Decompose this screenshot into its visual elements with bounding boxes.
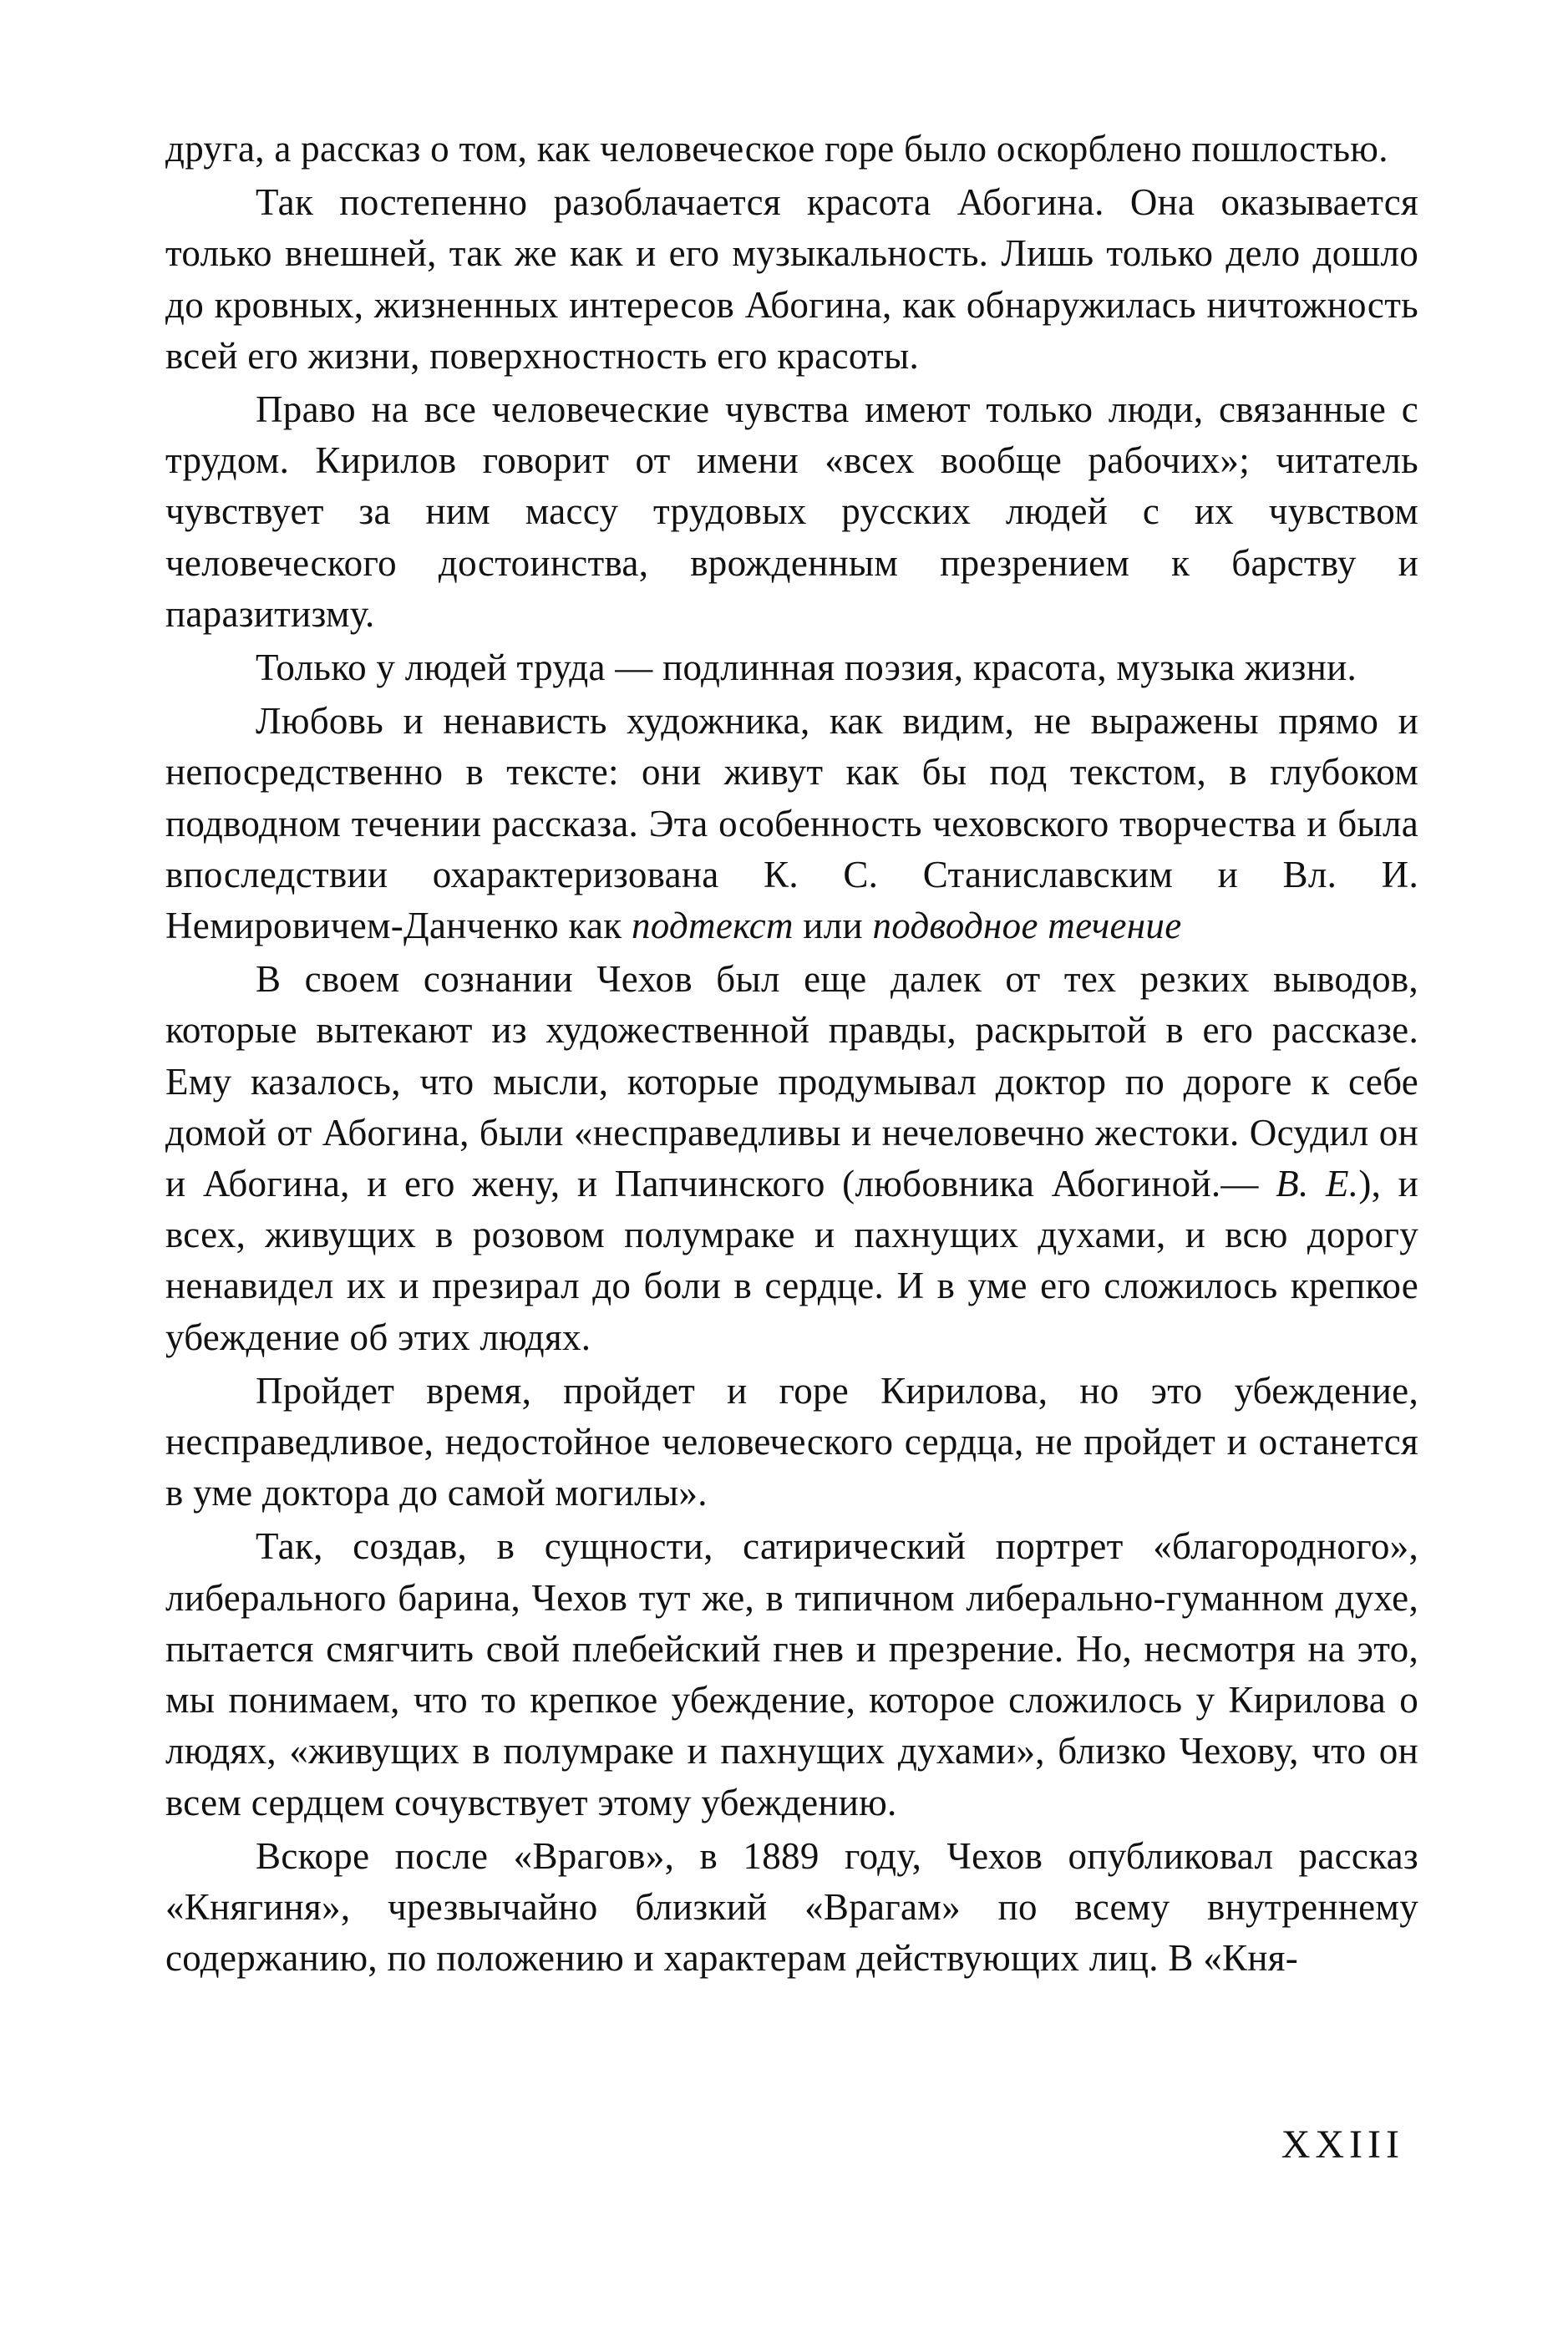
text-run: друга, а рассказ о том, как человеческое горе было оскорблено пошлостью. <box>165 128 1388 170</box>
paragraph <box>165 696 1418 951</box>
italic-term: подводное течение <box>872 905 1182 947</box>
page-number: XXIII <box>1281 2122 1404 2167</box>
text-run: ), и всех, живущих в розовом полумраке и пахнущих духами, и всю дорогу ненавидел их и презирал до боли в сердце. И в уме его сложилось крепкое убеждение об этих людях. <box>165 1163 1418 1358</box>
paragraph <box>165 642 1418 693</box>
text-run: Только у людей труда — подлинная поэзия, красота, музыка жизни. <box>256 647 1357 689</box>
paragraph <box>165 1831 1418 1985</box>
italic-initials: В. Е. <box>1276 1163 1359 1205</box>
paragraph <box>165 177 1418 382</box>
text-run: Любовь и ненависть художника, как видим, не выражены прямо и непосредственно в тексте: они живут как бы под текстом, в глубоком подводном течении рассказа. Эта особенность чеховского творчества и была впоследствии охарактеризована К. С. Станиславским и Вл. И. Немировичем-Данченко как <box>165 700 1418 947</box>
text-run: Пройдет время, пройдет и горе Кирилова, но это убеждение, несправедливое, недостойное человеческого сердца, не пройдет и останется в уме доктора до самой могилы». <box>165 1369 1418 1514</box>
paragraph <box>165 1366 1418 1519</box>
paragraph <box>165 124 1418 175</box>
text-run: В своем сознании Чехов был еще далек от тех резких выводов, которые вытекают из художественной правды, раскрытой в его рассказе. Ему казалось, что мысли, которые продумывал доктор по дороге к себе домой от Абогина, были «несправедливы и нечеловечно жестоки. Осудил он и Абогина, и его жену, и Папчинского (любовника Абогиной.— <box>165 958 1418 1205</box>
italic-term: подтекст <box>631 905 794 947</box>
text-run: Вскоре после «Врагов», в 1889 году, Чехов опубликовал рассказ «Княгиня», чрезвычайно близкий «Врагам» по всему внутреннему содержанию, по положению и характерам действующих лиц. В «Кня- <box>165 1834 1418 1980</box>
paragraph <box>165 384 1418 640</box>
text-run: Так, создав, в сущности, сатирический портрет «благородного», либерального барина, Чехов тут же, в типичном либерально-гуманном духе, пытается смягчить свой плебейский гнев и презрение. Но, несмотря на это, мы понимаем, что то крепкое убеждение, которое сложилось у Кирилова о людях, «живущих в полумраке и пахнущих духами», близко Чехову, что он всем сердцем сочувствует этому убеждению. <box>165 1525 1418 1823</box>
text-run: или <box>793 905 873 947</box>
paragraph <box>165 1521 1418 1828</box>
text-run: Так постепенно разоблачается красота Абогина. Она оказывается только внешней, так же как и его музыкальность. Лишь только дело дошло до кровных, жизненных интересов Абогина, как обнаружилась ничтожность всей его жизни, поверхностность его красоты. <box>165 181 1418 377</box>
body-text <box>165 124 1418 1984</box>
text-run: Право на все человеческие чувства имеют только люди, связанные с трудом. Кирилов говорит от имени «всех вообще рабочих»; читатель чувствует за ним массу трудовых русских людей с их чувством человеческого достоинства, врожденным презрением к барству и паразитизму. <box>165 388 1418 635</box>
paragraph <box>165 954 1418 1363</box>
